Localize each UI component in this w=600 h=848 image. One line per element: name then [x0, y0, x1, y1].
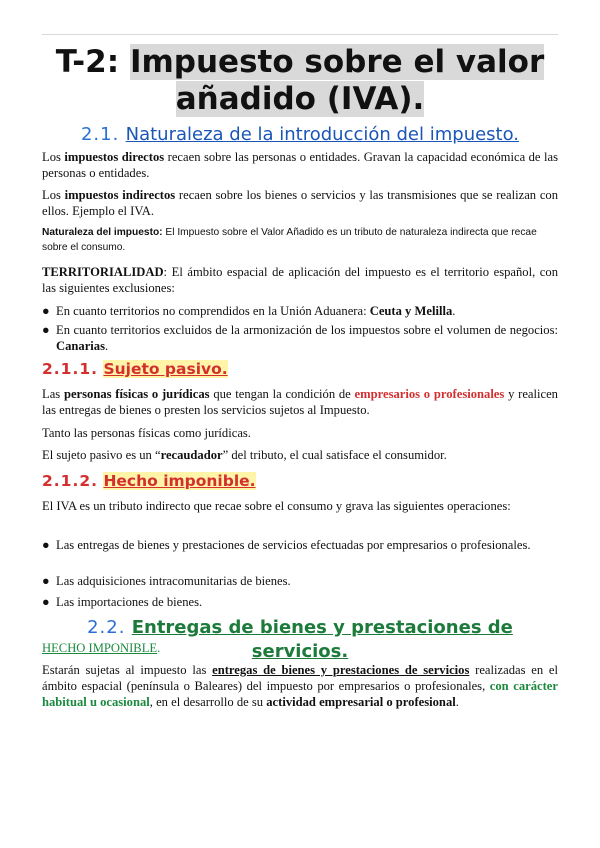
note-nature: [42, 225, 558, 255]
bold-term: Canarias: [56, 339, 105, 353]
subsection-title: Hecho imponible.: [103, 472, 256, 490]
text-run: recaen sobre las personas o entidades. Gravan la capacidad económica de las personas o entidades.: [42, 150, 558, 180]
title-prefix: T-2:: [55, 44, 120, 80]
text-run: .: [452, 304, 456, 318]
highlight-term: empresarios o profesionales: [354, 387, 505, 401]
text-run: El sujeto pasivo es un “: [42, 448, 161, 462]
text-run: : El ámbito espacial de aplicación del impuesto es el territorio español, con las siguientes exclusiones:: [42, 265, 558, 295]
text-run: realizadas en el ámbito espacial (península o Baleares) del impuesto por empresarios o profesionales,: [42, 663, 558, 693]
text-run: Los: [42, 150, 65, 164]
page-title: [42, 44, 558, 118]
text-run: , en el desarrollo de su: [149, 695, 267, 709]
bullet-dot: ●: [42, 304, 50, 318]
list-item: [42, 322, 558, 354]
note-label: Naturaleza del impuesto:: [42, 227, 163, 238]
section-title: Entregas de bienes y prestaciones de servicios.: [131, 617, 513, 662]
bold-term: TERRITORIALIDAD: [42, 265, 164, 279]
text-run: recaen sobre los bienes o servicios y las transmisiones que se realizan con ellos. Ejemplo el IVA.: [42, 188, 558, 218]
paragraph-direct-taxes: [42, 149, 558, 181]
paragraph-subject-to-tax: [42, 662, 558, 710]
section-number: 2.2.: [87, 617, 126, 638]
text-run: .: [104, 339, 109, 353]
label-text: HECHO IMPONIBLE: [42, 641, 158, 655]
text-run: En cuanto territorios excluidos de la armonización de los impuestos sobre el volumen de negocios:: [56, 323, 558, 337]
top-rule: [42, 34, 558, 35]
bold-term: personas físicas o jurídicas: [63, 387, 210, 401]
section-heading-2-1: [42, 123, 558, 147]
bold-term: actividad empresarial o profesional: [266, 695, 456, 709]
list-item: [42, 594, 558, 610]
taxable-event-label: [42, 641, 160, 656]
bullet-dot: ●: [42, 595, 50, 609]
highlight-term: con carácter habitual u ocasional: [42, 679, 558, 709]
paragraph-collector: [42, 447, 558, 463]
section-number: 2.1.: [80, 124, 120, 145]
section-title: Naturaleza de la introducción del impuesto.: [125, 124, 520, 145]
text-run: que tengan la condición de: [209, 387, 355, 401]
text-run: y realicen las entregas de bienes o presten los servicios sujetos al Impuesto.: [42, 387, 558, 417]
text-run: Las importaciones de bienes.: [56, 595, 203, 609]
bullet-dot: ●: [42, 538, 50, 552]
text-run: .: [455, 695, 459, 709]
paragraph-both-persons: Tanto las personas físicas como jurídicas.: [42, 426, 251, 440]
paragraph-territoriality: [42, 264, 558, 296]
list-item: [42, 573, 558, 589]
subsection-heading-2-1-2: [42, 470, 558, 492]
text-run: Las entregas de bienes y prestaciones de servicios efectuadas por empresarios o profesionales.: [56, 538, 531, 552]
subsection-number: 2.1.1.: [42, 360, 99, 378]
bullet-dot: ●: [42, 574, 50, 588]
subsection-title: Sujeto pasivo.: [103, 360, 228, 378]
list-item: [42, 303, 558, 319]
section-heading-2-2: [42, 616, 558, 664]
text-run: Estarán sujetas al impuesto las: [42, 663, 213, 677]
title-main: Impuesto sobre el valor añadido (IVA).: [129, 44, 545, 117]
paragraph-taxpayer: [42, 386, 558, 418]
subsection-number: 2.1.2.: [42, 472, 99, 490]
bold-term: Ceuta y Melilla: [369, 304, 453, 318]
note-text: El Impuesto sobre el Valor Añadido es un tributo de naturaleza indirecta que recae sobre el consumo.: [42, 227, 537, 253]
paragraph-vat-operations: El IVA es un tributo indirecto que recae sobre el consumo y grava las siguientes operaciones:: [42, 499, 511, 513]
bullet-dot: ●: [42, 323, 50, 337]
bold-term: recaudador: [160, 448, 223, 462]
subsection-heading-2-1-1: [42, 358, 558, 380]
text-run: Las: [42, 387, 64, 401]
text-run: Las adquisiciones intracomunitarias de bienes.: [56, 574, 291, 588]
text-run: ” del tributo, el cual satisface el consumidor.: [222, 448, 447, 462]
text-run: Los: [42, 188, 65, 202]
label-period: .: [157, 641, 161, 655]
list-item: [42, 537, 558, 553]
bold-term: impuestos directos: [64, 150, 165, 164]
bold-term: entregas de bienes y prestaciones de servicios: [212, 663, 470, 677]
text-run: En cuanto territorios no comprendidos en la Unión Aduanera:: [56, 304, 370, 318]
bold-term: impuestos indirectos: [64, 188, 176, 202]
paragraph-indirect-taxes: [42, 187, 558, 219]
